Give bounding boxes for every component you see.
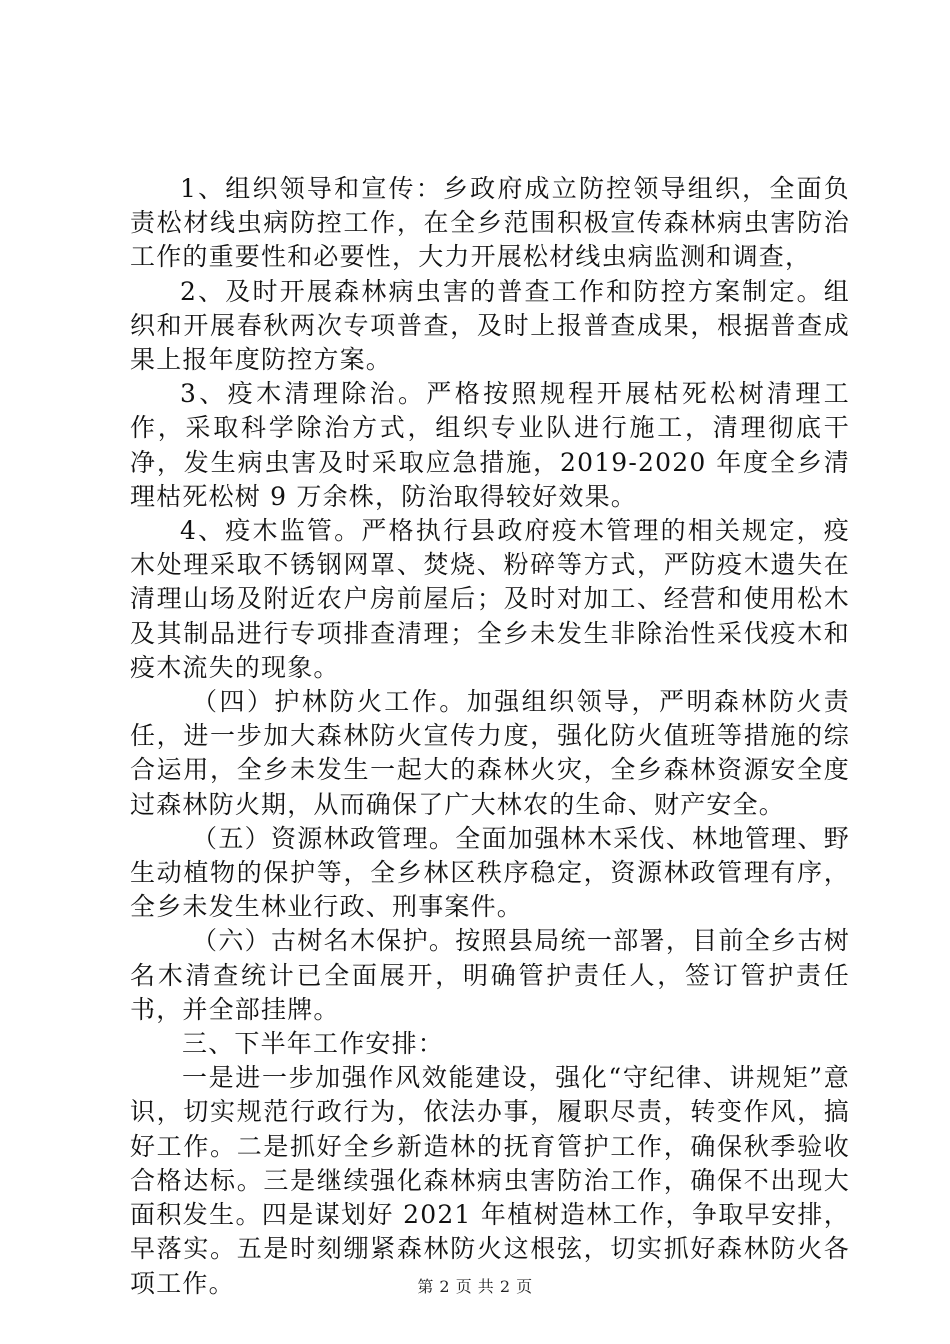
paragraph-fire-prevention: （四）护林防火工作。加强组织领导，严明森林防火责任，进一步加大森林防火宣传力度，强化防火值班等措施的综合运用，全乡未发生一起大的森林火灾，全乡森林资源安全度过森林防火期，从而确保了广大林农的生命、财产安全。 [130, 687, 850, 819]
document-body [130, 172, 850, 1301]
section-heading-second-half: 三、下半年工作安排： [182, 1029, 445, 1059]
page-number: 第 2 页 共 2 页 [417, 1277, 533, 1296]
paragraph-cleanup: 3、疫木清理除治。严格按照规程开展枯死松树清理工作，采取科学除治方式，组织专业队进行施工，清理彻底干净，发生病虫害及时采取应急措施，2019-2020 年度全乡清理枯死松树 9 万余株，防治取得较好效果。 [130, 379, 850, 511]
paragraph-supervision: 4、疫木监管。严格执行县政府疫木管理的相关规定，疫木处理采取不锈钢网罩、焚烧、粉碎等方式，严防疫木遗失在清理山场及附近农户房前屋后；及时对加工、经营和使用松木及其制品进行专项排查清理；全乡未发生非除治性采伐疫木和疫木流失的现象。 [130, 516, 850, 682]
paragraph-work-plan: 一是进一步加强作风效能建设，强化“守纪律、讲规矩”意识，切实规范行政行为，依法办事，履职尽责，转变作风，搞好工作。二是抓好全乡新造林的抚育管护工作，确保秋季验收合格达标。三是继续强化森林病虫害防治工作，确保不出现大面积发生。四是谋划好 2021 年植树造林工作，争取早安排，早落实。五是时刻绷紧森林防火这根弦，切实抓好森林防火各项工作。 [130, 1063, 850, 1298]
paragraph-ancient-trees: （六）古树名木保护。按照县局统一部署，目前全乡古树名木清查统计已全面展开，明确管护责任人，签订管护责任书，并全部挂牌。 [130, 926, 850, 1024]
paragraph-survey: 2、及时开展森林病虫害的普查工作和防控方案制定。组织和开展春秋两次专项普查，及时上报普查成果，根据普查成果上报年度防控方案。 [130, 276, 850, 375]
paragraph-forest-administration: （五）资源林政管理。全面加强林木采伐、林地管理、野生动植物的保护等，全乡林区秩序稳定，资源林政管理有序，全乡未发生林业行政、刑事案件。 [130, 823, 850, 922]
paragraph-organization: 1、组织领导和宣传：乡政府成立防控领导组织，全面负责松材线虫病防控工作，在全乡范围积极宣传森林病虫害防治工作的重要性和必要性，大力开展松材线虫病监测和调查， [130, 174, 850, 272]
